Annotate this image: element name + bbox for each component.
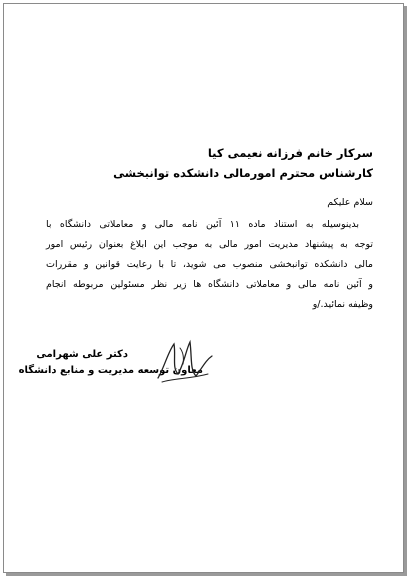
recipient-name: سرکار خانم فرزانه نعیمی کیا — [207, 146, 373, 160]
recipient-title: کارشناس محترم امورمالی دانشکده توانبخشی — [113, 166, 373, 180]
page-shadow-bottom — [6, 573, 407, 576]
letter-body — [46, 215, 373, 315]
page-shadow-right — [404, 6, 407, 576]
document-page — [3, 3, 404, 573]
handwritten-signature — [150, 338, 220, 386]
body-line: بدینوسیله به استناد ماده ۱۱ آئین نامه مالی و معاملاتی دانشگاه با — [46, 219, 359, 230]
signer-title: معاون توسعه مدیریت و منابع دانشگاه — [18, 365, 203, 376]
body-line: مالی دانشکده توانبخشی منصوب می شوید، تا با رعایت قوانین و مقررات — [46, 259, 373, 270]
body-line: توجه به پیشنهاد مدیریت امور مالی به موجب این ابلاغ بعنوان رئیس امور — [46, 239, 373, 250]
body-line: وظیفه نمائید./و — [312, 299, 373, 310]
greeting: سلام علیکم — [327, 197, 373, 208]
signer-name: دکتر علی شهرامی — [36, 349, 128, 360]
body-line: و آئین نامه مالی و معاملاتی دانشگاه ها زیر نظر مسئولین مربوطه انجام — [46, 279, 373, 290]
